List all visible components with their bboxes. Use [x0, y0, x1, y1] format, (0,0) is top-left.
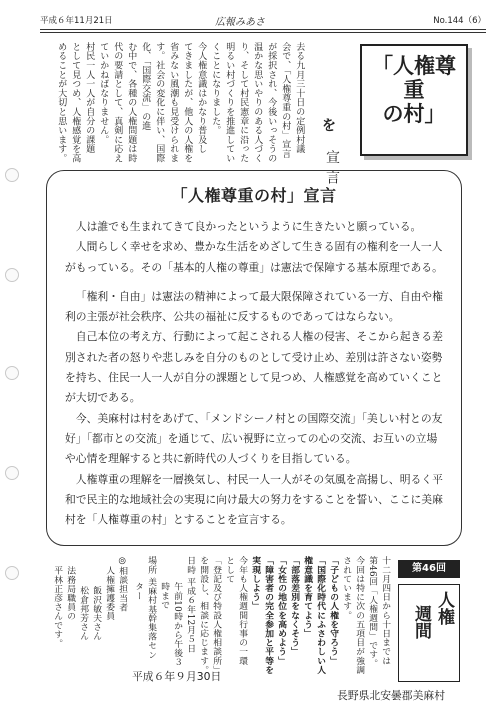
intro-column: す。社会の変化に伴い、国際	[154, 42, 165, 163]
intro-column: 去る九月三十日の定例村議	[294, 42, 305, 154]
intro-column: 化、「国際交流」の進	[140, 42, 151, 131]
week-column: 法務局職員の	[65, 566, 76, 621]
intro-column: として見つめ、人権感覚を高	[70, 42, 81, 163]
declaration-paragraph: 自己本位の考え方、行動によって起こされる人権の侵害、そこから起きる差別された者の怒りや悲しみを自分のものとして受け止め、差別は許さない姿勢を持ち、住民一人一人が自分の課題として見つめ、人権感覚を高めていくことが大切である。	[65, 330, 443, 405]
week-column: 「子どもの人権を守ろう」	[328, 556, 339, 666]
binder-hole	[5, 566, 19, 580]
feature-title-box	[360, 44, 468, 156]
week-column: 実現しよう」	[250, 556, 261, 611]
intro-column: めることが大切と思います。	[56, 42, 67, 163]
week-column: ◎相談担当者	[117, 556, 128, 612]
intro-column: 温かな思いやりのある人づく	[252, 42, 263, 163]
intro-column: 省みない風潮も見受けられま	[168, 42, 179, 163]
binder-hole	[5, 168, 19, 182]
week-column: 「女性の地位を高めよう」	[276, 556, 287, 666]
feature-sengen: 宣言	[324, 150, 340, 190]
week-column: 時まで	[159, 582, 170, 610]
intro-column: が採択され、今後いっそうの	[266, 42, 277, 163]
week-column: されています。	[341, 556, 352, 620]
week-edition-label: 第46回	[398, 560, 460, 578]
week-column: 飯沢敏夫さん	[91, 586, 102, 641]
intro-column: ていかねばなりません。	[98, 42, 109, 145]
week-column: 場所 美麻村基幹集落セン	[146, 556, 157, 660]
week-column: 「国際化時代にふさわしい人	[315, 556, 326, 675]
publication-title: 広報みあさ	[215, 17, 265, 28]
week-column: 午前10時から午後３	[172, 582, 183, 667]
feature-title-block	[360, 44, 468, 170]
intro-column: 会で、「人権尊重の村」宣言	[280, 42, 291, 159]
week-title-line1: 人権	[434, 591, 454, 625]
week-column: 今年も人権週間行事の一環	[237, 556, 248, 666]
declaration-paragraph: 人間らしく幸せを求め、豊かな生活をめざして生きる固有の権利を一人一人がもっている。その「基本的人権の尊重」は憲法で保障する基本原理である。	[65, 240, 443, 274]
intro-column: くことになりました。	[210, 42, 221, 135]
week-column: 日時 平成６年12月５日	[185, 556, 196, 653]
intro-column: り、そして村民憲章に沿った	[238, 42, 249, 163]
feature-title-line2: の村」	[382, 102, 446, 126]
week-column: 松倉邦芳さん	[78, 586, 89, 641]
intro-column: 村民一人一人が自分の課題	[84, 42, 95, 154]
declaration-signature: 長野県北安曇郡美麻村	[337, 689, 445, 702]
week-column: 「障害者の完全参加と平等を	[263, 556, 274, 675]
intro-column: てきましたが、他人の人権を	[182, 42, 193, 163]
intro-column: 代の要請として、真剣に応え	[112, 42, 123, 163]
declaration-date: 平成６年９月30日	[132, 670, 222, 683]
intro-column: 今人権意識はかなり普及し	[196, 42, 207, 154]
week-column: 権意識を育てよう」	[302, 556, 313, 638]
intro-column: む中で、各種の人権問題は時	[126, 42, 137, 163]
binder-hole	[5, 268, 19, 282]
feature-title-line1: 「人権尊重	[372, 54, 456, 102]
intro-column: 明るい村づくりを推進してい	[224, 42, 235, 163]
page-header	[40, 12, 486, 28]
week-column: 人権擁護委員	[104, 566, 115, 621]
week-column: ター	[133, 582, 144, 601]
week-column: を開設し、相談に応じます。	[198, 556, 209, 675]
declaration-paragraph: 今、美麻村は村をあげて、「メンドシーノ村との国際交流」「美しい村との友好」「都市との交流」を通じて、広い視野に立っての心の交流、お互いの立場や心情を理解すると共に新時代の人づくりを目指している。	[65, 411, 443, 466]
issue-number: No.144（6）	[433, 16, 486, 26]
declaration-paragraph: 人は誰でも生まれてきて良かったというように生きたいと願っている。	[75, 220, 422, 233]
declaration-body	[65, 217, 447, 530]
declaration-paragraph: 人権尊重の理解を一層換気し、村民一人一人がその気風を高揚し、明るく平和で民主的な地域社会の実現に向け最大の努力をすることを誓い、ここに美麻村を「人権尊重の村」とすることを宣言する。	[65, 472, 443, 527]
declaration-paragraph: 「権利・自由」は憲法の精神によって最大限保障されている一方、自由や権利の主張が社会秩序、公共の福祉に反するものであってはならない。	[65, 289, 443, 324]
binder-hole	[5, 366, 19, 380]
week-column: 「部落差別をなくそう」	[289, 556, 300, 657]
week-title-box	[398, 584, 460, 682]
week-column: 平林正彦さんです。	[52, 566, 63, 648]
binder-holes	[5, 0, 19, 691]
week-column: 今回は特に次の五項目が強調	[354, 556, 365, 675]
declaration-title: 「人権尊重の村」宣言	[171, 186, 337, 205]
week-column: として	[224, 556, 235, 584]
issue-date: 平成６年11月21日	[40, 16, 113, 26]
week-title-line2: 週間	[411, 605, 431, 639]
week-column: 十二月四日から十日までは	[380, 556, 391, 666]
week-column: 「登記及び特設人権相談所」	[211, 556, 222, 675]
header-rule	[40, 29, 486, 30]
feature-particle: を	[322, 118, 336, 134]
binder-hole	[5, 466, 19, 480]
week-column: 第46回「人権週間」です。	[367, 556, 378, 668]
header-rule-thin	[40, 32, 486, 33]
